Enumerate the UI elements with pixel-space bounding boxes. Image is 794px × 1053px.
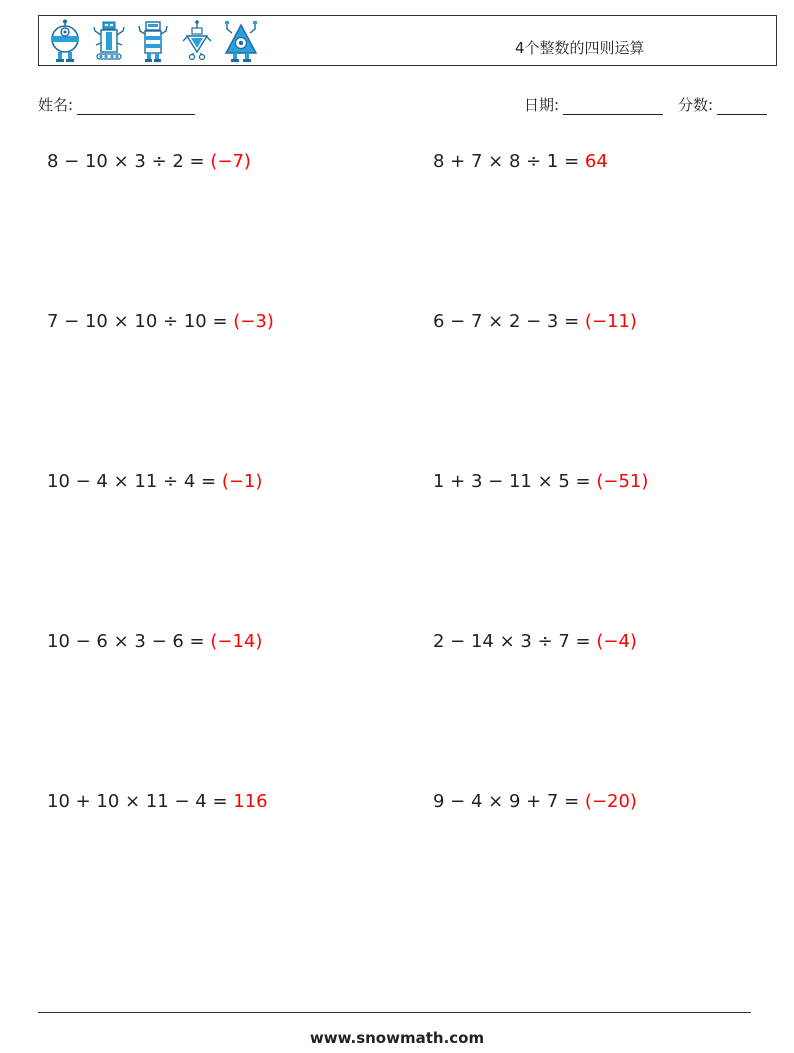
date-label: 日期: (524, 96, 560, 114)
problem-2 (433, 151, 608, 172)
problem-10 (433, 791, 637, 812)
problem-expression: 10 − 4 × 11 ÷ 4 = (47, 471, 222, 492)
problem-answer: (−4) (596, 631, 637, 652)
problem-answer: (−14) (210, 631, 263, 652)
problem-answer: (−7) (210, 151, 251, 172)
problem-answer: (−3) (233, 311, 274, 332)
name-label: 姓名: (38, 96, 74, 114)
problem-4 (433, 311, 637, 332)
problem-answer: 116 (233, 791, 268, 812)
problem-9 (47, 791, 268, 812)
problem-expression: 10 − 6 × 3 − 6 = (47, 631, 211, 652)
problem-1 (47, 151, 251, 172)
footer-divider (38, 1012, 751, 1013)
footer-url[interactable]: www.snowmath.com (309, 1029, 485, 1047)
problem-answer: (−20) (584, 791, 637, 812)
problem-expression: 9 − 4 × 9 + 7 = (433, 791, 585, 812)
problem-expression: 2 − 14 × 3 ÷ 7 = (433, 631, 597, 652)
problem-expression: 10 + 10 × 11 − 4 = (47, 791, 234, 812)
worksheet-title: 4个整数的四则运算 (515, 39, 645, 57)
problem-answer: (−51) (596, 471, 649, 492)
problem-8 (433, 631, 637, 652)
problem-7 (47, 631, 262, 652)
problem-answer: (−11) (584, 311, 637, 332)
problem-answer: 64 (584, 151, 608, 172)
problem-expression: 7 − 10 × 10 ÷ 10 = (47, 311, 234, 332)
problem-6 (433, 471, 648, 492)
score-label: 分数: (678, 96, 714, 114)
problem-5 (47, 471, 262, 492)
problem-expression: 1 + 3 − 11 × 5 = (433, 471, 597, 492)
problem-3 (47, 311, 274, 332)
problem-answer: (−1) (221, 471, 263, 492)
problem-expression: 8 + 7 × 8 ÷ 1 = (433, 151, 585, 172)
problem-expression: 8 − 10 × 3 ÷ 2 = (47, 151, 211, 172)
problem-expression: 6 − 7 × 2 − 3 = (433, 311, 585, 332)
